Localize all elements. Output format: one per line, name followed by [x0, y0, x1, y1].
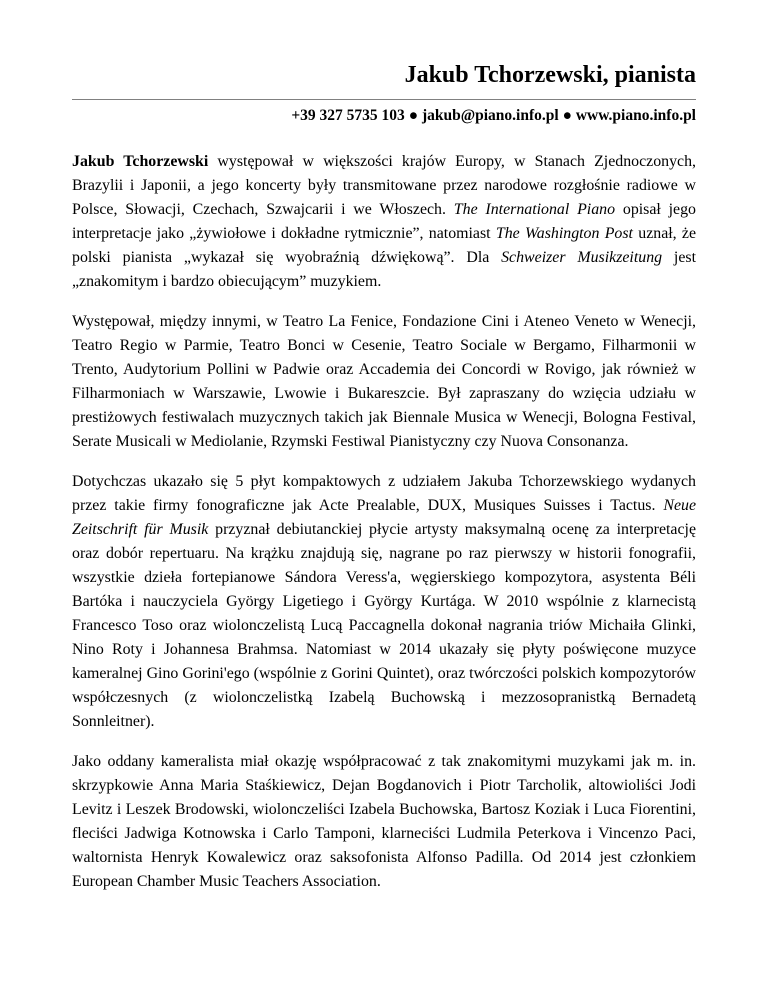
- bio-text: Dotychczas ukazało się 5 płyt kompaktowych z udziałem Jakuba Tchorzewskiego wydanych przez takie firmy fonograficzne jak Acte Prealable, DUX, Musiques Suisses i Tactus.: [72, 473, 696, 514]
- bio-paragraph-4: Jako oddany kameralista miał okazję współpracować z tak znakomitymi muzykami jak m. in. skrzypkowie Anna Maria Staśkiewicz, Dejan Bogdanovich i Piotr Tarcholik, altowioliści Jodi Levitz i Leszek Brodowski, wiolonczeliści Izabela Buchowska, Bartosz Koziak i Luca Fiorentini, fleciści Jadwiga Kotnowska i Carlo Tamponi, klarneciści Ludmila Peterkova i Vincenzo Paci, waltornista Henryk Kowalewicz oraz saksofonista Alfonso Padilla. Od 2014 jest członkiem European Chamber Music Teachers Association.: [72, 753, 696, 890]
- bio-paragraph-2: Występował, między innymi, w Teatro La Fenice, Fondazione Cini i Ateneo Veneto w Wenecji, Teatro Regio w Parmie, Teatro Bonci w Cesenie, Teatro Sociale w Bergamo, Filharmonii w Trento, Audytorium Pollini w Padwie oraz Accademia dei Concordi w Rovigo, jak również w Filharmoniach w Warszawie, Lwowie i Bukareszcie. Był zapraszany do wzięcia udziału w prestiżowych festiwalach muzycznych takich jak Biennale Musica w Wenecji, Bologna Festival, Serate Musicali w Mediolanie, Rzymski Festiwal Pianistyczny czy Nuova Consonanza.: [72, 313, 696, 450]
- header-divider: [72, 99, 696, 100]
- artist-name: Jakub Tchorzewski: [72, 153, 209, 170]
- bio-text: opisał jego interpretacje jako „żywiołowe i dokładne rytmicznie”, natomiast: [72, 201, 696, 242]
- bio-paragraph-3: [72, 470, 696, 734]
- contact-line: [72, 106, 696, 126]
- email-address: jakub@piano.info.pl: [421, 107, 559, 124]
- publication-title: Neue Zeitschrift für Musik: [72, 497, 696, 538]
- bio-text: przyznał debiutanckiej płycie artysty maksymalną ocenę za interpretację oraz dobór repertuaru. Na krążku znajdują się, nagrane po raz pierwszy w historii fonografii, wszystkie dzieła fortepianowe Sándora Veress'a, węgierskiego kompozytora, asystenta Béli Bartóka i nauczyciela György Ligetiego i György Kurtága. W 2010 wspólnie z klarnecistą Francesco Toso oraz wiolonczelistą Lucą Paccagnella dokonał nagrania triów Michaiła Glinki, Nino Roty i Johannesa Brahmsa. Natomiast w 2014 ukazały się płyty poświęcone muzyce kameralnej Gino Gorini'ego (wspólnie z Gorini Quintet), oraz twórczości polskich kompozytorów współczesnych (z wiolonczelistką Izabelą Buchowską i mezzosopranistką Bernadetą Sonnleitner).: [72, 521, 697, 730]
- bullet-separator: ●: [408, 107, 419, 124]
- bio-text: jest „znakomitym i bardzo obiecującym” muzykiem.: [72, 249, 696, 290]
- phone-number: +39 327 5735 103: [291, 107, 405, 124]
- website-address: www.piano.info.pl: [575, 107, 696, 124]
- publication-title: The Washington Post: [495, 225, 633, 242]
- biography: [72, 150, 696, 894]
- bio-text: uznał, że polski pianista „wykazał się wyobraźnią dźwiękową”. Dla: [72, 225, 697, 266]
- bio-text: występował w większości krajów Europy, w Stanach Zjednoczonych, Brazylii i Japonii, a jego koncerty były transmitowane przez narodowe rozgłośnie radiowe w Polsce, Słowacji, Czechach, Szwajcarii i we Włoszech.: [72, 153, 696, 218]
- bullet-separator: ●: [562, 107, 572, 124]
- publication-title: Schweizer Musikzeitung: [501, 249, 663, 266]
- publication-title: The International Piano: [453, 201, 616, 218]
- document-page: [72, 0, 696, 910]
- page-title: Jakub Tchorzewski, pianista: [404, 62, 696, 88]
- bio-paragraph-1: [72, 150, 696, 294]
